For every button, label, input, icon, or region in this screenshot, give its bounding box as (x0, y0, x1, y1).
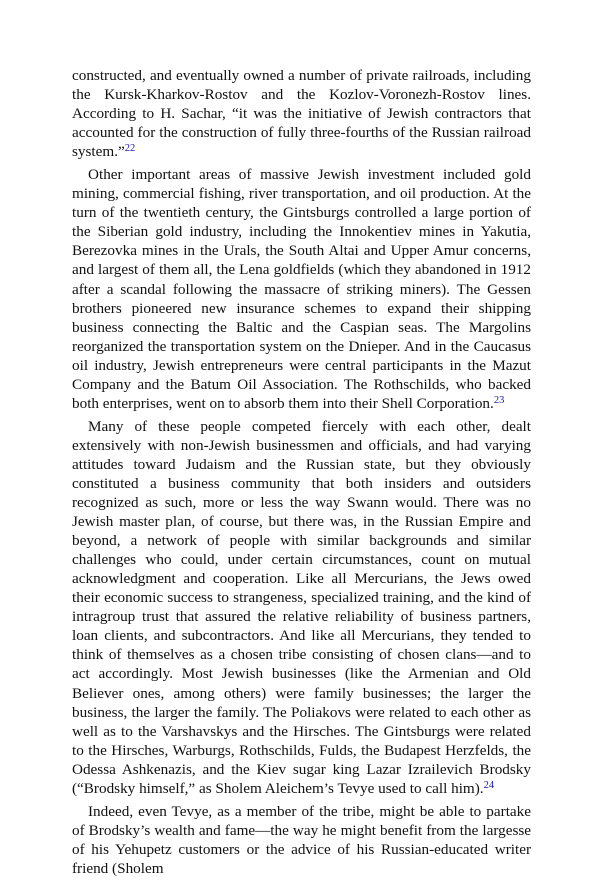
paragraph-4-text: Indeed, even Tevye, as a member of the tribe, might be able to partake of Brodsky’s wealth and fame—the way he might benefit from the largesse of his Yehupetz customers or the advice of his Russian-educated writer friend (Sholem (72, 802, 531, 877)
paragraph-1-text: constructed, and eventually owned a number of private railroads, including the Kursk-Kharkov-Rostov and the Kozlov-Voronezh-Rostov lines. According to H. Sachar, “it was the initiative of Jewish contractors that accounted for the construction of fully three-fourths of the Russian railroad system.” (72, 67, 531, 161)
footnote-link-22[interactable]: 22 (124, 143, 136, 155)
paragraph-4 (72, 802, 531, 878)
paragraph-1 (72, 66, 531, 161)
paragraph-2-text: Other important areas of massive Jewish investment included gold mining, commercial fishing, river transportation, and oil production. At the turn of the twentieth century, the Gintsburgs controlled a large portion of the Siberian gold industry, including the Innokentiev mines in Yakutia, Berezovka mines in the Urals, the South Altai and Upper Amur concerns, and largest of them all, the Lena goldfields (which they abandoned in 1912 after a scandal following the massacre of striking miners). The Gessen brothers pioneered new insurance schemes to expand their shipping business connecting the Baltic and the Caspian seas. The Margolins reorganized the transportation system on the Dnieper. And in the Caucasus oil industry, Jewish entrepreneurs were central participants in the Mazut Company and the Batum Oil Association. The Rothschilds, who backed both enterprises, went on to absorb them into their Shell Corporation. (72, 166, 531, 412)
paragraph-2 (72, 165, 531, 413)
paragraph-3 (72, 417, 531, 798)
footnote-link-23[interactable]: 23 (493, 394, 505, 406)
paragraph-3-text: Many of these people competed fiercely with each other, dealt extensively with non-Jewish businessmen and officials, and had varying attitudes toward Judaism and the Russian state, but they obviously constituted a business community that both insiders and outsiders recognized as such, more or less the way Swann would. There was no Jewish master plan, of course, but there was, in the Russian Empire and beyond, a network of people with similar backgrounds and similar challenges who could, under certain circumstances, count on mutual acknowledgment and cooperation. Like all Mercurians, the Jews owed their economic success to strangeness, specialized training, and the kind of intragroup trust that assured the relative reliability of business partners, loan clients, and subcontractors. And like all Mercurians, they tended to think of themselves as a chosen tribe consisting of chosen clans—and to act accordingly. Most Jewish businesses (like the Armenian and Old Believer ones, among others) were family businesses; the larger the business, the larger the family. The Poliakovs were related to each other as well as to the Varshavskys and the Hirsches. The Gintsburgs were related to the Hirsches, Warburgs, Rothschilds, Fulds, the Budapest Herzfelds, the Odessa Ashkenazis, and the Kiev sugar king Lazar Izrailevich Brodsky (“Brodsky himself,” as Sholem Aleichem’s Tevye used to call him). (72, 417, 531, 797)
footnote-link-24[interactable]: 24 (483, 779, 495, 791)
page-body (72, 66, 531, 882)
